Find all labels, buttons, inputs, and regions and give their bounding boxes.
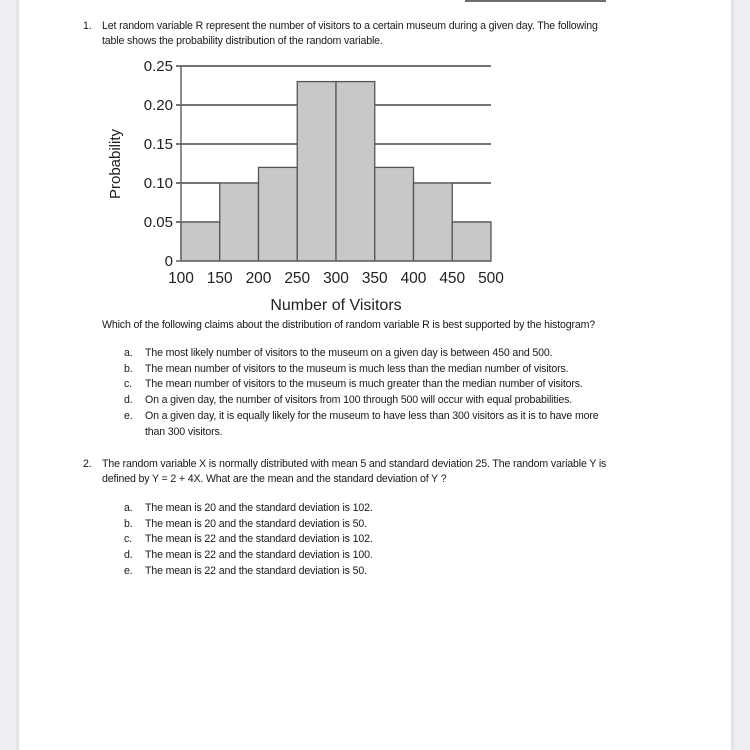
x-axis-ticks	[168, 270, 504, 287]
option-text: The mean is 22 and the standard deviation is 102.	[145, 533, 373, 545]
option-letter: e.	[124, 565, 133, 577]
histogram-bar	[181, 222, 220, 261]
chart-bars	[181, 82, 491, 261]
x-tick-label: 350	[361, 270, 388, 287]
y-tick-label: 0.25	[143, 58, 173, 75]
option-letter: c.	[124, 533, 132, 545]
option-text: The mean is 20 and the standard deviation is 50.	[145, 518, 367, 530]
y-tick-label: 0.15	[143, 136, 173, 153]
x-tick-label: 450	[439, 270, 466, 287]
y-tick-label: 0.20	[143, 97, 173, 114]
histogram-bar	[414, 183, 453, 261]
histogram-bar	[259, 167, 298, 261]
option-letter: a.	[124, 502, 133, 514]
y-tick-label: 0	[164, 253, 173, 270]
histogram-bar	[336, 82, 375, 261]
question-1-prompt-line-2: table shows the probability distribution of the random variable.	[102, 35, 383, 47]
question-2-number: 2.	[83, 458, 92, 470]
x-tick-label: 200	[245, 270, 272, 287]
y-tick-label: 0.10	[143, 175, 173, 192]
option-text: On a given day, it is equally likely for the museum to have less than 300 visitors as it is to have more	[145, 410, 599, 422]
histogram-chart	[0, 0, 750, 320]
question-1-number: 1.	[83, 20, 92, 32]
option-letter: b.	[124, 518, 133, 530]
question-1-follow-up: Which of the following claims about the distribution of random variable R is best supported by the histogram?	[102, 319, 596, 331]
option-text: On a given day, the number of visitors from 100 through 500 will occur with equal probabilities.	[145, 394, 573, 406]
y-tick-label: 0.05	[143, 214, 173, 231]
option-letter: a.	[124, 347, 133, 359]
option-letter: b.	[124, 363, 133, 375]
x-tick-label: 400	[400, 270, 427, 287]
option-letter: c.	[124, 378, 132, 390]
option-text: The mean is 22 and the standard deviation is 50.	[145, 565, 367, 577]
option-text: The mean number of visitors to the museum is much less than the median number of visitors.	[145, 363, 569, 375]
y-axis-label: Probability	[107, 128, 124, 200]
histogram-bar	[220, 183, 259, 261]
question-1-prompt-line-1: Let random variable R represent the number of visitors to a certain museum during a given day. The following	[102, 20, 598, 32]
option-letter: e.	[124, 410, 133, 422]
histogram-bar	[452, 222, 491, 261]
option-text-continued: than 300 visitors.	[145, 426, 223, 438]
histogram-bar	[297, 82, 336, 261]
y-axis-ticks	[144, 58, 173, 270]
option-text: The mean is 22 and the standard deviation is 100.	[145, 549, 373, 561]
question-2-prompt-line-2: defined by Y = 2 + 4X. What are the mean and the standard deviation of Y ?	[102, 473, 447, 485]
x-tick-label: 250	[284, 270, 311, 287]
option-text: The most likely number of visitors to the museum on a given day is between 450 and 500.	[145, 347, 553, 359]
histogram-bar	[375, 167, 414, 261]
x-tick-label: 500	[478, 270, 504, 287]
option-letter: d.	[124, 394, 133, 406]
x-tick-label: 300	[323, 270, 349, 287]
x-axis-label: Number of Visitors	[270, 297, 402, 314]
option-text: The mean is 20 and the standard deviation is 102.	[145, 502, 373, 514]
x-tick-label: 150	[206, 270, 233, 287]
x-tick-label: 100	[168, 270, 194, 287]
option-text: The mean number of visitors to the museum is much greater than the median number of visitors.	[145, 378, 583, 390]
option-letter: d.	[124, 549, 133, 561]
question-2-prompt-line-1: The random variable X is normally distributed with mean 5 and standard deviation 25. The random variable Y is	[102, 458, 607, 470]
